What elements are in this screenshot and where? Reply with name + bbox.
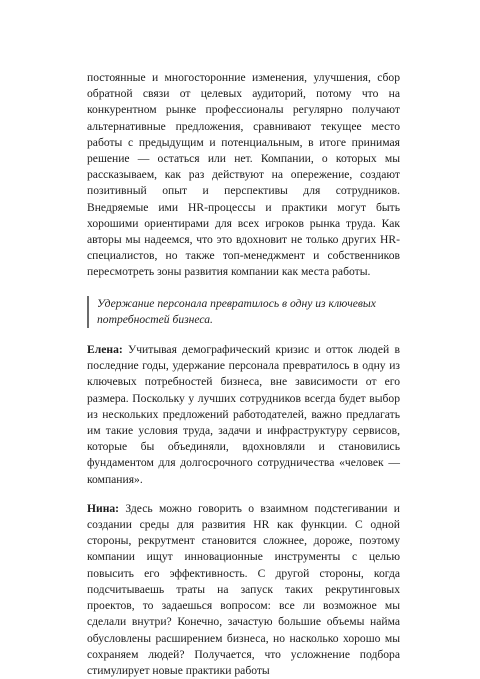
- dialogue-text: Здесь можно говорить о взаимном подстегивании и создании среды для развития HR как функции. С одной стороны, рекрутмент становится сложнее, дороже, поэтому компании ищут инновационные инструменты с целью повысить его эффективность. С другой стороны, когда подсчитываешь траты на запуск таких рекрутинговых проектов, то задаешься вопросом: все ли возможное мы сделали внутри? Конечно, зачастую большие объемы найма обусловлены расширением бизнеса, но насколько хорошо мы сохраняем людей? Получается, что усложнение подбора стимулирует новые практики работы: [87, 501, 400, 677]
- speaker-name: Нина:: [87, 501, 120, 515]
- page-text-column: [87, 70, 400, 679]
- pull-quote: Удержание персонала превратилось в одну из ключевых потребностей бизнеса.: [87, 296, 400, 328]
- dialogue-paragraph-elena: [87, 342, 400, 488]
- speaker-name: Елена:: [87, 343, 123, 357]
- dialogue-text: Учитывая демографический кризис и отток людей в последние годы, удержание персонала превратилось в одну из ключевых потребностей бизнеса, вне зависимости от его размера. Поскольку у лучших сотрудников всегда будет выбор из нескольких предложений работодателей, важно предлагать им такие условия труда, задачи и инфраструктуру сервисов, которые бы объединяли, вдохновляли и становились фундаментом для долгосрочного сотрудничества «человек — компания».: [87, 343, 400, 486]
- intro-paragraph: постоянные и многосторонние изменения, улучшения, сбор обратной связи от целевых аудиторий, потому что на конкурентном рынке профессионалы регулярно получают альтернативные предложения, сравнивают текущее место работы с предыдущим и потенциальным, в итоге принимая решение — остаться или нет. Компании, о которых мы рассказываем, как раз действуют на опережение, создают позитивный опыт и перспективы для сотрудников. Внедряемые ими HR-процессы и практики могут быть хорошими ориентирами для всех игроков рынка труда. Как авторы мы надеемся, что это вдохновит не только других HR-специалистов, но также топ-менеджмент и собственников пересмотреть зоны развития компании как места работы.: [87, 71, 400, 279]
- dialogue-paragraph-nina: [87, 501, 400, 679]
